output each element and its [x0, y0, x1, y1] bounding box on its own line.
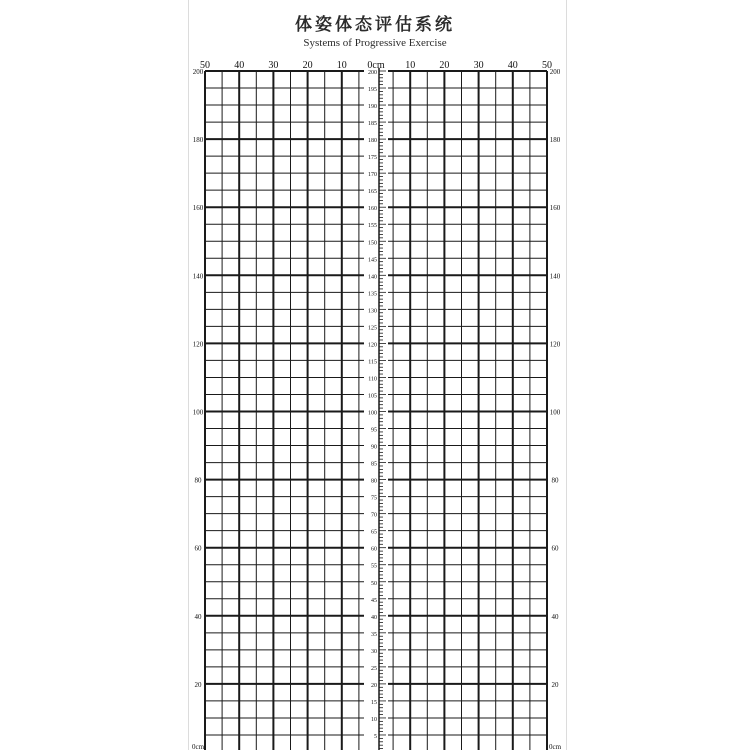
- ruler-label: 125: [368, 325, 377, 332]
- ruler-label: 185: [368, 121, 377, 128]
- ruler-label: 115: [368, 359, 377, 366]
- top-axis-label: 30: [268, 60, 279, 71]
- left-axis-label: 20: [194, 680, 202, 689]
- right-axis-label: 80: [551, 476, 559, 485]
- ruler-label: 130: [368, 308, 377, 315]
- ruler-label: 140: [368, 274, 377, 281]
- right-axis-label: 60: [551, 544, 559, 553]
- left-axis-label: 80: [194, 476, 202, 485]
- ruler-label: 175: [368, 155, 377, 162]
- ruler-label: 70: [371, 512, 377, 519]
- top-axis-label: 30: [473, 60, 484, 71]
- ruler-label: 95: [371, 427, 377, 434]
- ruler-label: 40: [371, 614, 377, 621]
- ruler-label: 25: [371, 665, 377, 672]
- ruler-label: 35: [371, 631, 377, 638]
- top-axis-label: 20: [302, 60, 313, 71]
- left-axis-label: 40: [194, 612, 202, 621]
- ruler-label: 30: [371, 648, 377, 655]
- ruler-label: 45: [371, 597, 377, 604]
- top-axis-label: 10: [405, 60, 416, 71]
- ruler-label: 10: [371, 716, 377, 723]
- ruler-label: 135: [368, 291, 377, 298]
- ruler-label: 200: [368, 70, 377, 76]
- ruler-label: 195: [368, 87, 377, 94]
- ruler-label: 160: [368, 206, 377, 213]
- page-title: 体姿体态评估系统: [295, 15, 455, 35]
- ruler-label: 110: [368, 376, 377, 383]
- top-axis-label: 50: [200, 60, 210, 71]
- top-axis-label: 40: [234, 60, 245, 71]
- ruler-label: 90: [371, 444, 377, 451]
- right-axis-label: 200: [549, 68, 561, 76]
- ruler-label: 20: [371, 682, 377, 689]
- left-axis-label: 100: [192, 408, 204, 417]
- right-axis-label: 100: [549, 408, 561, 417]
- left-axis-label: 60: [194, 544, 202, 553]
- ruler-label: 105: [368, 393, 377, 400]
- left-axis-label: 180: [192, 136, 204, 145]
- ruler-label: 170: [368, 172, 377, 179]
- left-axis-label: 160: [192, 204, 204, 213]
- page-subtitle: Systems of Progressive Exercise: [303, 37, 447, 49]
- top-axis-label: 0cm: [367, 60, 385, 71]
- ruler-label: 50: [371, 580, 377, 587]
- ruler-label: 190: [368, 104, 377, 111]
- left-axis-label: 0cm: [191, 743, 205, 750]
- ruler-label: 85: [371, 461, 377, 468]
- ruler-label: 145: [368, 257, 377, 264]
- top-axis-label: 10: [336, 60, 347, 71]
- top-axis-label: 20: [439, 60, 450, 71]
- right-axis-label: 160: [549, 204, 561, 213]
- ruler-label: 55: [371, 563, 377, 570]
- ruler-label: 65: [371, 529, 377, 536]
- ruler-label: 120: [368, 342, 377, 349]
- left-axis-label: 140: [192, 272, 204, 281]
- right-axis-label: 120: [549, 340, 561, 349]
- top-axis-label: 40: [507, 60, 518, 71]
- ruler-label: 150: [368, 240, 377, 247]
- right-axis-label: 0cm: [548, 743, 562, 750]
- ruler-label: 60: [371, 546, 377, 553]
- ruler-label: 5: [374, 733, 377, 740]
- right-axis-label: 40: [551, 612, 559, 621]
- ruler-label: 100: [368, 410, 377, 417]
- left-axis-label: 200: [192, 68, 204, 76]
- ruler-label: 80: [371, 478, 377, 485]
- center-ruler-strip: [364, 68, 388, 750]
- ruler-label: 180: [368, 138, 377, 145]
- top-axis-label: 50: [542, 60, 552, 71]
- right-axis-label: 20: [551, 680, 559, 689]
- ruler-label: 155: [368, 223, 377, 230]
- ruler-label: 75: [371, 495, 377, 502]
- ruler-label: 165: [368, 189, 377, 196]
- left-axis-label: 120: [192, 340, 204, 349]
- right-axis-label: 180: [549, 136, 561, 145]
- right-axis-label: 140: [549, 272, 561, 281]
- ruler-label: 15: [371, 699, 377, 706]
